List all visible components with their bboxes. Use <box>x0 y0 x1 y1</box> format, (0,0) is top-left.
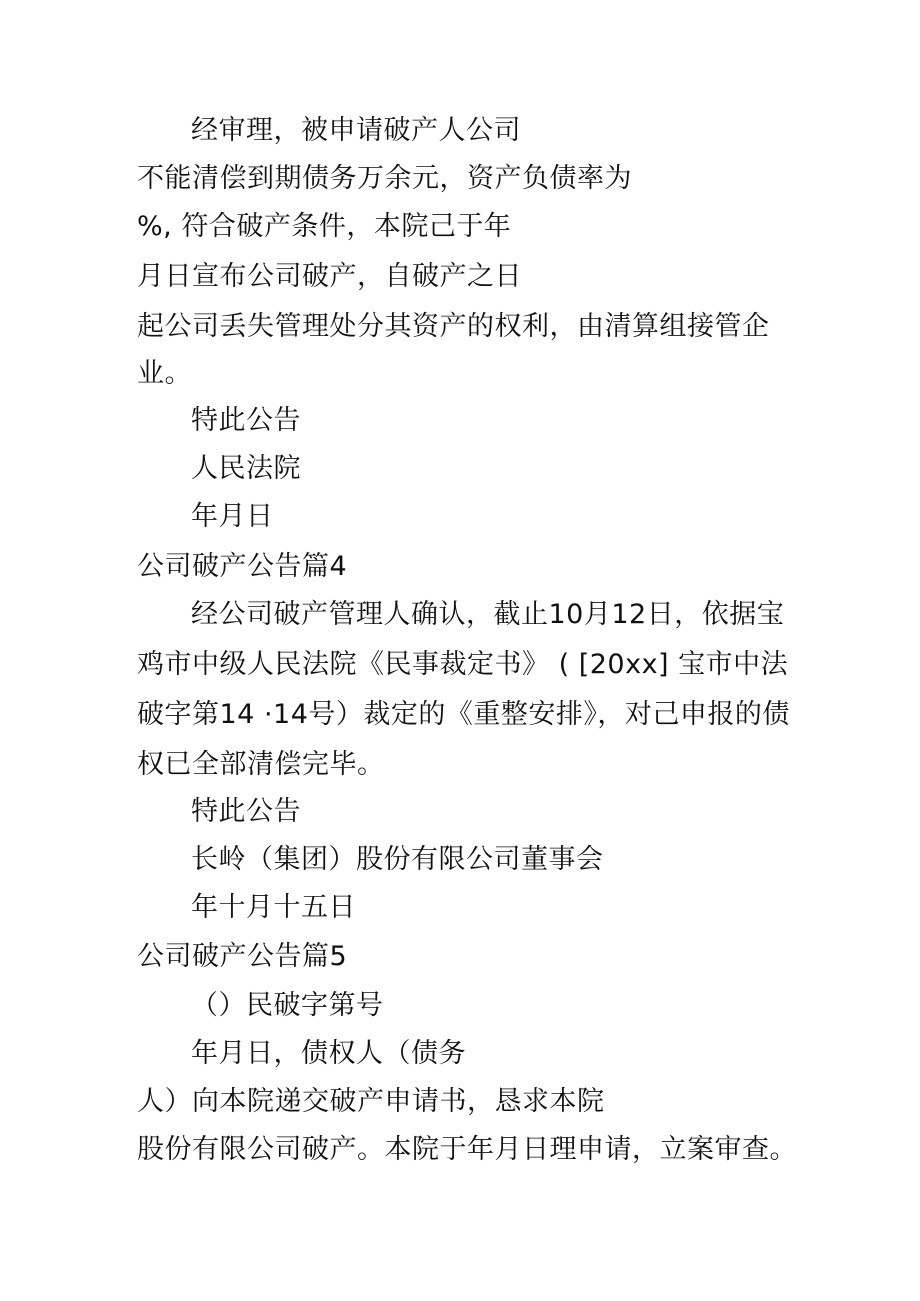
paragraph-line: 权已全部清偿完毕。 <box>137 749 385 780</box>
section-heading: 公司破产公告篇4 <box>137 551 348 582</box>
section-heading: 公司破产公告篇5 <box>137 941 348 972</box>
paragraph-line: 经审理，被申请破产人公司 <box>191 115 521 146</box>
paragraph-line: 鸡市中级人民法院《民事裁定书》 ( [20xx] 宝市中法 <box>137 649 789 680</box>
case-number-line: （）民破字第号 <box>191 990 384 1021</box>
paragraph-line: 年月日，债权人（债务 <box>191 1038 466 1069</box>
paragraph-line: 不能清偿到期债务万余元，资产负债率为 <box>137 163 632 194</box>
signature-line: 长岭（集团）股份有限公司董事会 <box>191 844 604 875</box>
paragraph-line: 月日宣布公司破产，自破产之日 <box>137 261 522 292</box>
paragraph-line: 股份有限公司破产。本院于年月日理申请，立案审查。 <box>137 1134 797 1165</box>
paragraph-line: 经公司破产管理人确认，截止10月12日，依据宝 <box>191 599 785 630</box>
paragraph-line: %, 符合破产条件，本院己于年 <box>137 211 512 242</box>
closing-line: 特此公告 <box>191 796 301 827</box>
date-line: 年月日 <box>191 501 274 532</box>
signature-line: 人民法院 <box>191 453 301 484</box>
paragraph-line: 人）向本院递交破产申请书，恳求本院 <box>137 1086 605 1117</box>
paragraph-line: 破字第14 ·14号）裁定的《重整安排》，对己申报的债 <box>137 699 790 730</box>
paragraph-line: 起公司丢失管理处分其资产的权利，由清算组接管企 <box>137 311 770 342</box>
closing-line: 特此公告 <box>191 405 301 436</box>
paragraph-line: 业。 <box>137 358 192 389</box>
date-line: 年十月十五日 <box>191 892 356 923</box>
